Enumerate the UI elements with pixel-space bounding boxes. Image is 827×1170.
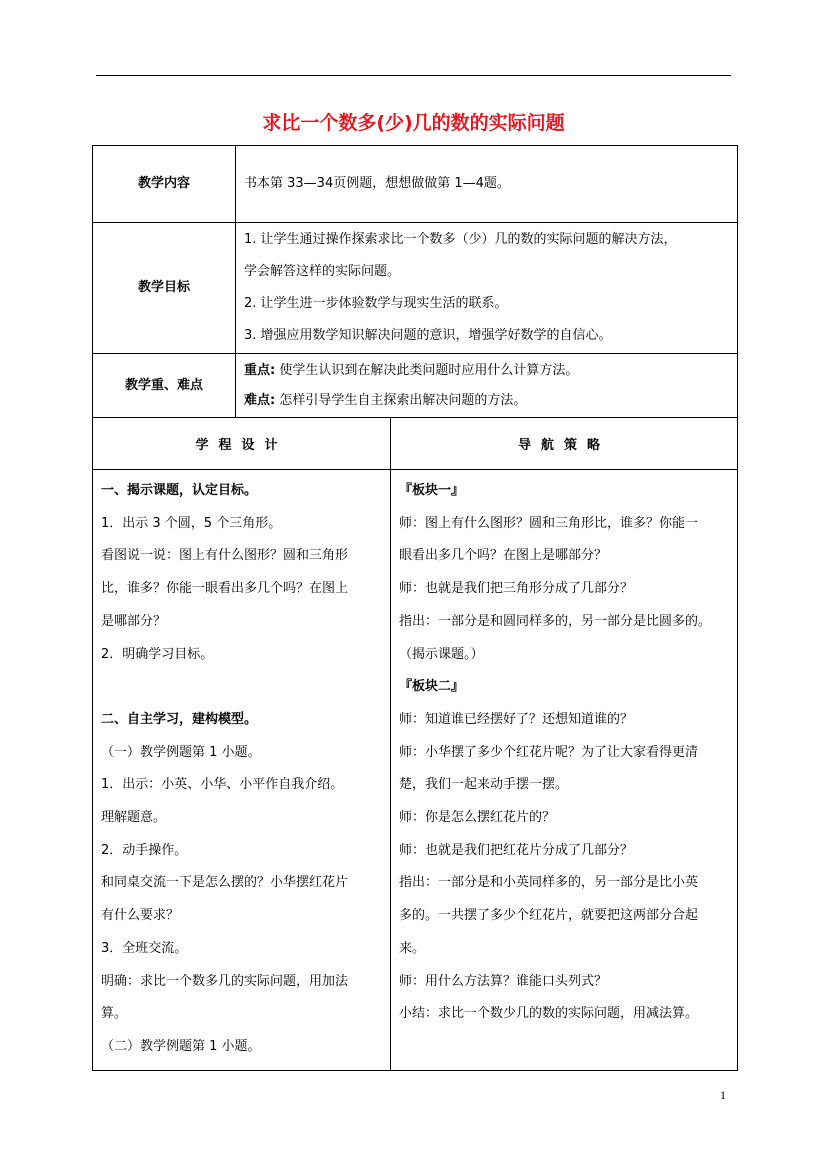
text-line: 是哪部分？ xyxy=(101,613,167,629)
key-text: 使学生认识到在解决此类问题时应用什么计算方法。 xyxy=(275,362,579,378)
page-number: 1 xyxy=(720,1088,726,1102)
goal-line: 2. 让学生进一步体验数学与现实生活的联系。 xyxy=(244,296,508,311)
text-line: 和同桌交流一下是怎么摆的？小华摆红花片 xyxy=(101,875,349,891)
text-line: （二）教学例题第 1 小题。 xyxy=(101,1038,261,1054)
text-line: 『板块一』 xyxy=(399,483,465,498)
goal-label: 教学目标 xyxy=(93,223,236,354)
text-line: 指出：一部分是和小英同样多的，另一部分是比小英 xyxy=(399,875,699,891)
text-line: 师：小华摆了多少个红花片呢？为了让大家看得更清 xyxy=(399,744,699,760)
content-label: 教学内容 xyxy=(93,146,236,223)
left-column xyxy=(93,470,391,1071)
text-line: 算。 xyxy=(101,1006,128,1022)
text-line: 『板块二』 xyxy=(399,679,465,695)
keypoint-row xyxy=(93,354,738,418)
difficult-prefix: 难点: xyxy=(244,392,276,408)
goal-line: 1. 让学生通过操作探索求比一个数多（少）几的数的实际问题的解决方法， xyxy=(244,232,677,247)
text-line: 比，谁多？你能一眼看出多几个吗？在图上 xyxy=(101,581,349,597)
text-line: 3．全班交流。 xyxy=(101,940,188,956)
right-header: 导航策略 xyxy=(391,418,738,470)
goal-line: 学会解答这样的实际问题。 xyxy=(244,264,401,279)
text-line: （揭示课题。） xyxy=(399,646,484,662)
text-line: 楚，我们一起来动手摆一摆。 xyxy=(399,777,569,793)
key-prefix: 重点: xyxy=(244,362,276,378)
goal-cell xyxy=(236,223,738,354)
text-line: 明确：求比一个数多几的实际问题，用加法 xyxy=(101,973,349,989)
key-point xyxy=(244,356,731,386)
right-column xyxy=(391,470,738,1071)
text-line: 师：也就是我们把红花片分成了几部分？ xyxy=(399,842,634,858)
text-line: 师：知道谁已经摆好了？还想知道谁的？ xyxy=(399,711,634,727)
text-line: 一、揭示课题，认定目标。 xyxy=(101,483,258,498)
text-line: 师：图上有什么图形？圆和三角形比，谁多？你能一 xyxy=(399,515,699,531)
header-rule xyxy=(96,75,731,76)
text-line: 理解题意。 xyxy=(101,810,167,826)
text-line: 2．明确学习目标。 xyxy=(101,646,214,662)
text-line: 来。 xyxy=(399,940,426,956)
text-line: 师：你是怎么摆红花片的？ xyxy=(399,810,556,826)
page-title: 求比一个数多(少)几的数的实际问题 xyxy=(262,112,565,134)
difficult-point xyxy=(244,386,731,416)
text-line: 眼看出多几个吗？在图上是哪部分？ xyxy=(399,548,608,564)
text-line: 1．出示 3 个圆，5 个三角形。 xyxy=(101,515,282,531)
keypoint-cell xyxy=(236,354,738,418)
text-line: 师：也就是我们把三角形分成了几部分？ xyxy=(399,581,634,597)
text-line: 小结：求比一个数少几的数的实际问题，用减法算。 xyxy=(399,1006,699,1022)
difficult-text: 怎样引导学生自主探索出解决问题的方法。 xyxy=(275,392,527,408)
lesson-info-table xyxy=(92,145,738,418)
keypoint-label: 教学重、难点 xyxy=(93,354,236,418)
design-header-row xyxy=(93,418,738,470)
design-body-row xyxy=(93,470,738,1071)
goal-row xyxy=(93,223,738,354)
design-table xyxy=(92,417,738,1071)
content-value: 书本第 33—34页例题，想想做做第 1—4题。 xyxy=(236,146,738,223)
text-line: 2．动手操作。 xyxy=(101,842,188,858)
text-line: 多的。一共摆了多少个红花片，就要把这两部分合起 xyxy=(399,908,699,924)
content-row xyxy=(93,146,738,223)
blank-line xyxy=(101,671,384,704)
text-line: 师：用什么方法算？谁能口头列式？ xyxy=(399,973,608,989)
text-line: 指出：一部分是和圆同样多的，另一部分是比圆多的。 xyxy=(399,613,712,629)
text-line: 看图说一说：图上有什么图形？圆和三角形 xyxy=(101,548,349,564)
left-header: 学程设计 xyxy=(93,418,391,470)
text-line: （一）教学例题第 1 小题。 xyxy=(101,744,261,760)
goal-line: 3. 增强应用数学知识解决问题的意识，增强学好数学的自信心。 xyxy=(244,328,612,343)
text-line: 有什么要求？ xyxy=(101,908,180,924)
text-line: 二、自主学习，建构模型。 xyxy=(101,711,258,727)
text-line: 1．出示：小英、小华、小平作自我介绍。 xyxy=(101,777,344,793)
